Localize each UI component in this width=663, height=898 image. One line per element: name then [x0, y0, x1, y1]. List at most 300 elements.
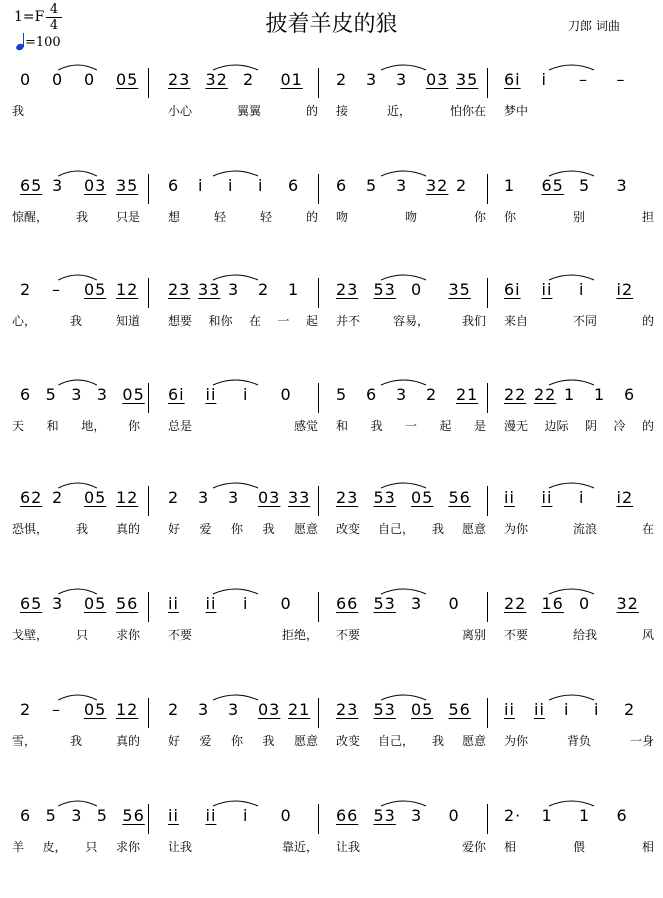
slur [549, 695, 594, 700]
slur [213, 380, 258, 385]
score-line [0, 586, 663, 686]
slur [213, 695, 258, 700]
lyric-word: 的 [305, 104, 318, 118]
note: i [258, 176, 264, 195]
lyric-measure [168, 838, 318, 855]
lyric-word: 只 [85, 840, 98, 854]
lyric-word: 给我 [572, 628, 597, 642]
lyric-word: 让我 [168, 840, 193, 854]
lyric-word: 小心 [168, 104, 193, 118]
note: 2 [426, 385, 438, 404]
note: 05 [84, 700, 107, 719]
score-line [0, 377, 663, 477]
note: 22 [504, 385, 527, 404]
note: 16 [541, 594, 564, 613]
tempo-value: =100 [25, 35, 61, 50]
lyric-word: 想要 [168, 314, 193, 328]
lyric-word: 冷 [613, 419, 626, 433]
note: 23 [336, 280, 359, 299]
song-title: 披着羊皮的狼 [265, 12, 398, 37]
note: 3 [198, 488, 210, 507]
lyric-word: 你 [230, 734, 243, 748]
lyric-word: 你 [504, 210, 517, 224]
note: 5 [45, 806, 57, 825]
note: i2 [616, 488, 634, 507]
lyrics-row [0, 520, 663, 540]
note: 0 [280, 594, 292, 613]
note: 3 [71, 806, 83, 825]
lyric-word: 惊醒， [12, 210, 49, 224]
lyric-measure [12, 312, 140, 329]
lyric-word: 我 [370, 419, 383, 433]
note: 2 [456, 176, 468, 195]
slur-layer [0, 377, 663, 417]
note: 3 [396, 176, 408, 195]
note: ii [541, 488, 553, 507]
note: 05 [84, 594, 107, 613]
lyric-word: 总是 [168, 419, 193, 433]
note: 2· [504, 806, 522, 825]
notes-row [0, 377, 663, 417]
lyric-word: 愿意 [461, 734, 486, 748]
note: 5 [45, 385, 57, 404]
note: 03 [426, 70, 449, 89]
note: ii [205, 594, 217, 613]
lyric-word: 我 [262, 734, 275, 748]
key-signature: 1=F [14, 9, 45, 25]
lyric-word: 我 [75, 210, 88, 224]
slur [213, 801, 258, 806]
note: 6 [168, 176, 180, 195]
note: 65 [541, 176, 564, 195]
lyric-word: 担 [641, 210, 654, 224]
slur [549, 171, 594, 176]
note: 1 [541, 806, 553, 825]
lyric-word: 在 [641, 522, 654, 536]
lyric-word: 阴 [584, 419, 597, 433]
note: 3 [96, 385, 108, 404]
note: 53 [373, 280, 396, 299]
lyric-word: 你 [127, 419, 140, 433]
lyric-word: 在 [248, 314, 261, 328]
note: 2 [336, 70, 348, 89]
note: 12 [116, 280, 139, 299]
lyric-word: 我们 [461, 314, 486, 328]
note: ii [205, 385, 217, 404]
lyric-word: 漫无 [504, 419, 529, 433]
lyrics-row [0, 838, 663, 858]
lyric-measure [336, 838, 486, 855]
lyric-measure [12, 626, 140, 643]
lyric-word: 心， [12, 314, 37, 328]
note: 56 [448, 700, 471, 719]
lyric-word: 想 [168, 210, 181, 224]
lyric-word: 近， [386, 104, 411, 118]
note: ii [205, 806, 217, 825]
note: 0 [448, 594, 460, 613]
lyric-word: 轻 [213, 210, 226, 224]
lyric-word: 来自 [504, 314, 529, 328]
note: 32 [205, 70, 228, 89]
lyric-word: 天 [12, 419, 25, 433]
note: 3 [396, 385, 408, 404]
note: 6 [616, 806, 628, 825]
slur [549, 380, 594, 385]
lyric-word: 我 [69, 314, 82, 328]
lyric-measure [504, 417, 654, 434]
note: 6i [168, 385, 185, 404]
lyric-word: 只是 [115, 210, 140, 224]
note: i2 [616, 280, 634, 299]
lyric-word: 边际 [544, 419, 569, 433]
note: 0 [280, 806, 292, 825]
lyric-measure [504, 208, 654, 225]
lyric-word: 起 [439, 419, 452, 433]
time-signature-top: 4 [49, 2, 59, 17]
slur [58, 589, 96, 594]
slur [381, 380, 426, 385]
note: 3 [52, 176, 64, 195]
lyric-word: 的 [641, 419, 654, 433]
notes-row [0, 798, 663, 838]
note: i [243, 806, 249, 825]
lyric-measure [12, 417, 140, 434]
slur-layer [0, 692, 663, 732]
lyric-measure [504, 520, 654, 537]
lyric-word: 风 [641, 628, 654, 642]
note: 03 [258, 488, 281, 507]
slur [58, 695, 96, 700]
note: ii [534, 700, 545, 719]
slur [213, 65, 258, 70]
note: i [243, 385, 249, 404]
note: 2 [168, 488, 180, 507]
lyric-word: 并不 [336, 314, 361, 328]
notes-row [0, 62, 663, 102]
note: 03 [84, 176, 107, 195]
note: 0 [448, 806, 460, 825]
score-header [0, 0, 663, 60]
note: 2 [243, 70, 255, 89]
note: 32 [616, 594, 639, 613]
lyric-measure [168, 417, 318, 434]
lyric-word: 和你 [208, 314, 233, 328]
lyric-word: 恐惧， [12, 522, 49, 536]
lyric-measure [168, 520, 318, 537]
note: 0 [84, 70, 96, 89]
note: – [52, 280, 61, 299]
lyric-word: 地， [81, 419, 106, 433]
slur-layer [0, 168, 663, 208]
note: 5 [336, 385, 348, 404]
lyric-word: 真的 [115, 522, 140, 536]
lyric-measure [504, 312, 654, 329]
lyric-measure [504, 732, 654, 749]
note: 6i [504, 70, 521, 89]
score-line [0, 62, 663, 162]
lyric-word: 是 [473, 419, 486, 433]
note: 22 [504, 594, 527, 613]
note: 32 [426, 176, 449, 195]
lyric-word: 改变 [336, 522, 361, 536]
slur [213, 589, 258, 594]
lyric-measure [336, 102, 486, 119]
note: 1 [504, 176, 516, 195]
lyric-word: 背负 [566, 734, 591, 748]
note: 12 [116, 488, 139, 507]
lyric-word: 感觉 [293, 419, 318, 433]
lyric-measure [336, 417, 486, 434]
lyric-word: 梦中 [504, 104, 529, 118]
notes-row [0, 586, 663, 626]
lyric-word: 偎 [572, 840, 585, 854]
lyric-word: 我 [431, 734, 444, 748]
note: 6i [504, 280, 521, 299]
note: ii [168, 594, 179, 613]
note: 5 [579, 176, 591, 195]
note: 66 [336, 806, 359, 825]
score-line [0, 798, 663, 898]
note: 56 [448, 488, 471, 507]
note: 1 [594, 385, 606, 404]
note: 2 [168, 700, 180, 719]
lyric-word: 戈壁， [12, 628, 49, 642]
lyrics-row [0, 626, 663, 646]
score-line [0, 168, 663, 268]
lyric-word: 你 [473, 210, 486, 224]
note: 35 [456, 70, 479, 89]
note: 6 [20, 806, 32, 825]
lyric-word: 别 [572, 210, 585, 224]
note: i [564, 700, 570, 719]
note: 53 [373, 700, 396, 719]
lyric-measure [168, 312, 318, 329]
lyric-word: 羊 [12, 840, 25, 854]
note: 56 [116, 594, 139, 613]
note: ii [168, 806, 179, 825]
lyric-word: 和 [46, 419, 59, 433]
slur [58, 801, 96, 806]
note: 0 [579, 594, 591, 613]
note: 0 [52, 70, 64, 89]
note: 1 [564, 385, 576, 404]
note: 22 [534, 385, 557, 404]
note: i [579, 488, 585, 507]
slur [381, 65, 426, 70]
lyric-measure [504, 626, 654, 643]
note: 3 [228, 280, 240, 299]
score-line [0, 272, 663, 372]
note: 56 [122, 806, 145, 825]
lyric-word: 不同 [572, 314, 597, 328]
note: 35 [116, 176, 139, 195]
note: 21 [288, 700, 311, 719]
lyric-word: 爱你 [461, 840, 486, 854]
lyric-word: 吻 [336, 210, 349, 224]
note: 23 [336, 700, 359, 719]
note: 05 [116, 70, 139, 89]
note: 3 [52, 594, 64, 613]
song-author: 刀郎 词曲 [568, 19, 620, 33]
lyric-measure [168, 208, 318, 225]
notes-row [0, 480, 663, 520]
note: 21 [456, 385, 479, 404]
note: ii [504, 488, 515, 507]
lyric-word: 吻 [404, 210, 417, 224]
lyric-measure [12, 520, 140, 537]
lyric-word: 你 [230, 522, 243, 536]
note: 3 [366, 70, 378, 89]
score-line [0, 480, 663, 580]
lyric-word: 拒绝， [281, 628, 318, 642]
lyric-measure [504, 838, 654, 855]
note: – [616, 70, 626, 89]
lyric-word: 的 [641, 314, 654, 328]
note: 05 [84, 280, 107, 299]
lyric-word: 真的 [115, 734, 140, 748]
slur [549, 483, 594, 488]
note: 0 [20, 70, 32, 89]
slur [58, 65, 96, 70]
lyric-word: 知道 [115, 314, 140, 328]
lyrics-row [0, 732, 663, 752]
note: i [541, 70, 547, 89]
slur [381, 275, 426, 280]
note: 5 [366, 176, 378, 195]
note: 23 [168, 280, 191, 299]
notes-row [0, 168, 663, 208]
slur [381, 801, 426, 806]
note: 53 [373, 488, 396, 507]
lyric-word: 我 [12, 104, 25, 118]
lyric-word: 怕你在 [449, 104, 486, 118]
note: 3 [396, 70, 408, 89]
slur [549, 275, 594, 280]
lyric-measure [336, 520, 486, 537]
note: 3 [228, 488, 240, 507]
note: 3 [411, 806, 423, 825]
slur [213, 483, 258, 488]
note: i [228, 176, 234, 195]
slur [381, 695, 426, 700]
note: i [198, 176, 204, 195]
lyric-word: 流浪 [572, 522, 597, 536]
note: i [243, 594, 249, 613]
lyric-word: 我 [75, 522, 88, 536]
lyrics-row [0, 102, 663, 122]
notes-row [0, 692, 663, 732]
lyric-word: 好 [168, 522, 181, 536]
slur [213, 171, 258, 176]
lyric-word: 接 [336, 104, 349, 118]
lyric-word: 翼翼 [236, 104, 261, 118]
lyric-word: 容易， [392, 314, 429, 328]
note: 3 [228, 700, 240, 719]
lyric-measure [12, 732, 140, 749]
lyric-word: 为你 [504, 734, 529, 748]
note: 05 [122, 385, 145, 404]
lyric-word: 相 [504, 840, 517, 854]
lyrics-row [0, 208, 663, 228]
lyric-word: 求你 [115, 628, 140, 642]
lyric-word: 我 [69, 734, 82, 748]
note: 5 [96, 806, 108, 825]
slur-layer [0, 272, 663, 312]
lyric-measure [168, 626, 318, 643]
lyric-word: 的 [305, 210, 318, 224]
note: – [579, 70, 588, 89]
note: 2 [20, 280, 32, 299]
lyric-measure [168, 732, 318, 749]
lyric-measure [12, 208, 140, 225]
lyric-measure [336, 208, 486, 225]
note: 3 [71, 385, 83, 404]
lyric-word: 一 [404, 419, 417, 433]
note: 3 [616, 176, 628, 195]
lyric-measure [168, 102, 318, 119]
lyric-word: 不要 [168, 628, 193, 642]
note: 01 [280, 70, 303, 89]
lyric-word: 愿意 [293, 522, 318, 536]
note: 65 [20, 594, 43, 613]
note: 65 [20, 176, 43, 195]
note: 3 [411, 594, 423, 613]
note: 23 [168, 70, 191, 89]
lyric-word: 让我 [336, 840, 361, 854]
lyric-word: 愿意 [461, 522, 486, 536]
note: 0 [280, 385, 292, 404]
lyric-word: 不要 [336, 628, 361, 642]
note: 2 [52, 488, 64, 507]
lyric-word: 自己， [377, 734, 414, 748]
lyric-word: 爱 [199, 734, 212, 748]
slur [381, 171, 426, 176]
lyric-measure [12, 102, 140, 119]
lyric-word: 轻 [259, 210, 272, 224]
note: 6 [366, 385, 378, 404]
lyric-measure [504, 102, 654, 119]
note: 53 [373, 806, 396, 825]
note: 0 [411, 280, 423, 299]
note: ii [504, 700, 515, 719]
lyric-word: 不要 [504, 628, 529, 642]
note: 62 [20, 488, 43, 507]
note: 05 [84, 488, 107, 507]
slur [549, 589, 594, 594]
time-signature-bottom: 4 [49, 18, 59, 33]
note: 05 [411, 700, 434, 719]
lyric-word: 相 [641, 840, 654, 854]
lyric-word: 愿意 [293, 734, 318, 748]
lyric-word: 一 [277, 314, 290, 328]
lyric-word: 起 [305, 314, 318, 328]
note: 2 [20, 700, 32, 719]
note: 03 [258, 700, 281, 719]
lyric-measure [336, 312, 486, 329]
lyric-word: 我 [262, 522, 275, 536]
lyric-word: 好 [168, 734, 181, 748]
note: 6 [624, 385, 636, 404]
slur [58, 483, 96, 488]
lyric-word: 只 [75, 628, 88, 642]
lyric-word: 求你 [115, 840, 140, 854]
note: 05 [411, 488, 434, 507]
note: 33 [288, 488, 311, 507]
lyric-word: 一身 [629, 734, 654, 748]
notes-row [0, 272, 663, 312]
note: i [594, 700, 600, 719]
slur [381, 483, 426, 488]
